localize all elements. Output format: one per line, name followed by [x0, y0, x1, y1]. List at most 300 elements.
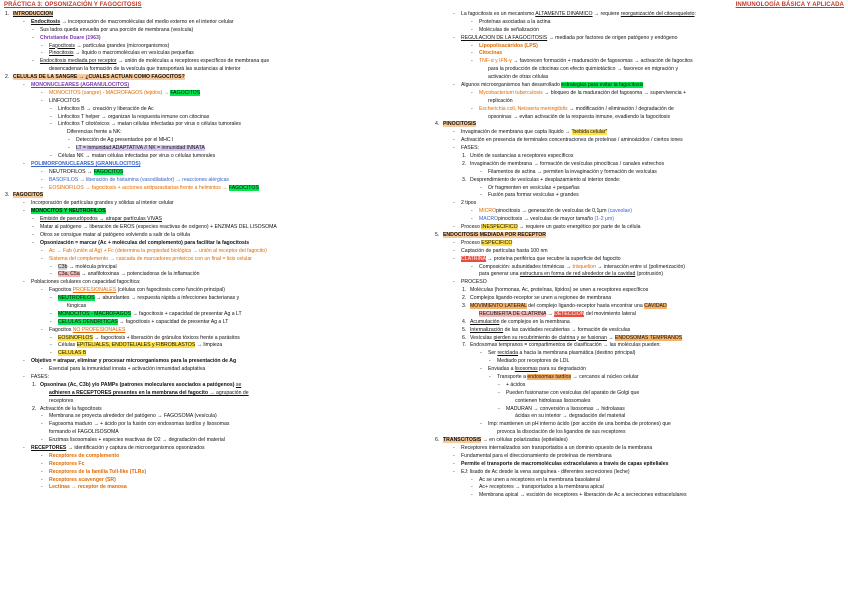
text-run: Fagocitosis — [49, 42, 75, 49]
note-line — [4, 50, 416, 58]
note-line — [434, 114, 846, 122]
note-line — [434, 390, 846, 398]
note-text — [49, 437, 225, 443]
text-run: Endosomas tempranos = compartimentos de clasificación → las moléculas pueden: — [470, 342, 661, 349]
text-run: Membrana apical → escisión de receptores + liberación de Ac a secreciones extracelulares — [479, 492, 687, 499]
note-text — [49, 413, 217, 419]
note-text — [58, 311, 242, 317]
note-line — [4, 390, 416, 398]
note-line — [434, 279, 846, 287]
bullet-marker: 1. — [462, 287, 467, 294]
text-run: Proceso — [461, 224, 482, 231]
note-text — [49, 98, 80, 104]
text-run: para su degradación — [537, 366, 587, 373]
note-line — [434, 264, 846, 272]
bullet-marker: - — [471, 208, 473, 215]
bullet-marker: - — [41, 50, 43, 57]
note-line — [434, 445, 846, 453]
left-column — [4, 11, 416, 492]
text-run: RECEPTORES — [31, 444, 67, 451]
text-run: NO PROFESIONALES — [72, 326, 126, 333]
text-run: → fagocitosis + capacidad de presentar Ag a LT — [131, 310, 242, 317]
bullet-marker: - — [471, 42, 473, 49]
note-line — [4, 477, 416, 485]
note-text — [470, 177, 620, 183]
bullet-marker: - — [23, 373, 25, 380]
text-run: Activación de la fagocitosis — [40, 405, 102, 412]
text-run: adhieren a RECEPTORES presentes en la membrana del fagocito → — [49, 389, 217, 396]
bullet-marker: - — [50, 318, 52, 325]
text-run: Acumulación — [470, 318, 500, 325]
text-run: de complejos en la membrana — [499, 318, 570, 325]
note-line — [4, 342, 416, 350]
text-run: Complejos ligando-receptor se unen a regiones de membrana — [470, 295, 612, 302]
bullet-marker: 7. — [462, 342, 467, 349]
note-line — [4, 469, 416, 477]
bullet-marker: - — [41, 247, 43, 254]
note-text — [49, 256, 252, 262]
text-run: MICRO — [479, 208, 497, 215]
text-run: replicación — [488, 97, 513, 104]
note-text — [49, 429, 119, 435]
note-text — [461, 82, 643, 88]
text-run: → identificación y captura de microorganismos opsonizados — [66, 444, 205, 451]
bullet-marker: - — [41, 460, 43, 467]
text-run: + ácidos — [506, 381, 526, 388]
note-line — [434, 295, 846, 303]
note-line — [4, 311, 416, 319]
note-line — [4, 19, 416, 27]
note-text — [49, 327, 125, 333]
note-text — [443, 232, 546, 238]
note-text — [40, 240, 249, 246]
text-run: Ac se unen a receptores en la membrana basolateral — [479, 476, 600, 483]
note-line — [434, 200, 846, 208]
text-run: para la producción de citocinas con efecto quimiotáctico → favorece en migración y — [488, 66, 679, 73]
note-text — [31, 82, 129, 88]
bullet-marker: - — [41, 452, 43, 459]
note-text — [49, 43, 169, 49]
bullet-marker: - — [480, 421, 482, 428]
note-text — [31, 374, 49, 380]
text-run: Opsonización = marcar (Ac + moléculas del complemento) para facilitar la fagocitosis — [40, 239, 250, 246]
note-text — [470, 303, 667, 309]
text-run: reciclada — [497, 350, 519, 357]
text-run: → anafilotoxinas → potenciadoras de la inflamación — [79, 271, 200, 278]
text-run: Endocitosis mediada por receptor — [40, 58, 117, 65]
text-run: → bloqueo de la maduración del fagosoma → supervivencia + — [542, 89, 687, 96]
bullet-marker: - — [23, 82, 25, 89]
text-run: TRANSCITOSIS — [443, 437, 482, 444]
bullet-marker: - — [489, 373, 491, 380]
bullet-marker: - — [480, 350, 482, 357]
note-line — [4, 358, 416, 366]
note-line — [434, 90, 846, 98]
text-run: pinocitosis → vesículas de mayor tamaño — [498, 216, 595, 223]
text-run: desencadenan la formación de la vesícula que transportará las sustancias al interior — [49, 66, 241, 73]
bullet-marker: - — [32, 231, 34, 238]
text-run: REGULACIÓN DE LA FAGOCITOSIS — [461, 34, 548, 41]
bullet-marker: - — [23, 160, 25, 167]
note-line — [4, 295, 416, 303]
text-run: Ac → Fab (unión al Ag) + Fc (determina la propiedad biológica → unión al receptor del fagocito) — [49, 247, 267, 254]
text-run: Proteínas asociadas a la actina — [479, 18, 551, 25]
note-line — [434, 453, 846, 461]
text-run: Células — [58, 342, 77, 349]
note-line — [4, 145, 416, 153]
text-run: → modificación / eliminación / degradación de — [567, 105, 674, 112]
text-run: provoca la disociación de los ligandos de sus receptores — [497, 429, 626, 436]
bullet-marker: - — [453, 255, 455, 262]
note-line — [434, 74, 846, 82]
bullet-marker: 6. — [462, 334, 467, 341]
note-text — [497, 358, 569, 364]
note-line — [4, 484, 416, 492]
text-run: se — [235, 381, 242, 388]
text-run: "bebida celular" — [571, 129, 608, 136]
text-run: CÉLULAS DENDRÍTICAS — [58, 318, 118, 325]
note-text — [506, 382, 525, 388]
text-run: Permite el transporte de macromoléculas extracelulares a través de capas epiteliales — [461, 460, 669, 467]
text-run: Diferencias frente a NK: — [67, 129, 122, 136]
text-run: Escherichia coli, Neisseria meningitidis — [479, 105, 568, 112]
text-run: EPITELIALES, ENDOTELIALES y FIBROBLASTOS — [76, 342, 196, 349]
text-run: Linfocitos T helper → organizan la respuesta inmune con citocinas — [58, 113, 210, 120]
note-line — [4, 319, 416, 327]
note-line — [4, 169, 416, 177]
bullet-marker: 2. — [462, 295, 467, 302]
text-run: Citocinas — [479, 50, 503, 57]
text-run: Internalización — [470, 326, 504, 333]
note-text — [488, 169, 657, 175]
text-run: Invaginación de membrana → formación de vesículas pinocíticas / canales estrechos — [470, 160, 665, 167]
note-line — [4, 177, 416, 185]
bullet-marker: - — [41, 287, 43, 294]
text-run: → limpieza — [195, 342, 223, 349]
bullet-marker: - — [41, 97, 43, 104]
text-run: Ser — [488, 350, 498, 357]
text-run: Receptores internalizados son transportados a un dominio opuesto de la membrana — [461, 444, 653, 451]
note-text — [479, 216, 614, 222]
note-text — [40, 58, 269, 64]
note-line — [4, 279, 416, 287]
note-line — [434, 327, 846, 335]
text-run: Fagocitos — [49, 326, 73, 333]
note-text — [461, 453, 612, 459]
text-run: Otros se consigue matar al patógeno volviendo a salir de la célula — [40, 231, 191, 238]
note-text — [31, 161, 141, 167]
note-text — [58, 319, 228, 325]
note-line — [434, 319, 846, 327]
text-run: INESPECÍFICO — [481, 224, 518, 231]
note-line — [4, 366, 416, 374]
note-text — [49, 461, 84, 467]
note-text — [488, 98, 513, 104]
note-text — [58, 264, 117, 270]
note-line — [4, 421, 416, 429]
bullet-marker: - — [50, 295, 52, 302]
note-text — [515, 398, 590, 404]
bullet-marker: 6. — [435, 437, 440, 444]
text-run: ESPECÍFICO — [481, 239, 513, 246]
note-text — [40, 224, 277, 230]
text-run: Emisión de pseudópodos → atrapar partículas — [40, 216, 148, 223]
text-run: formando el FAGOLISOSOMA — [49, 429, 119, 436]
text-run: MACRO — [479, 216, 499, 223]
text-run: Composición: subunidades triméricas → — [479, 263, 573, 270]
text-run: opsoninas → evitan activación de la respuesta inmune, evadiendo la fagocitosis — [488, 113, 671, 120]
text-run: ácidas en su interior → degradación del material — [515, 413, 626, 420]
bullet-marker: - — [23, 358, 25, 365]
note-text — [461, 35, 678, 41]
note-line — [4, 256, 416, 264]
note-line — [4, 264, 416, 272]
note-line — [434, 271, 846, 279]
note-text — [49, 90, 200, 96]
text-run: La fagocitosis es un mecanismo — [461, 11, 536, 17]
text-run: NEUTRÓFILOS — [58, 295, 95, 302]
text-run: reorganización del citoesqueleto — [620, 11, 695, 17]
note-text — [479, 264, 685, 270]
bullet-marker: 1. — [462, 153, 467, 160]
note-text — [461, 279, 487, 285]
bullet-marker: - — [41, 255, 43, 262]
bullet-marker: - — [41, 168, 43, 175]
bullet-marker: 5. — [435, 231, 440, 238]
bullet-marker: - — [50, 153, 52, 160]
note-line — [434, 208, 846, 216]
bullet-marker: 1. — [5, 11, 10, 17]
note-line — [4, 437, 416, 445]
bullet-marker: - — [480, 184, 482, 191]
text-run: Sistema del complemento → cascada de marcadores proteicos con un final = lisis celular — [49, 255, 253, 262]
bullet-marker: - — [41, 176, 43, 183]
note-line — [434, 82, 846, 90]
text-run: agrupación de — [216, 389, 249, 396]
text-run: RECUBIERTA DE CLATRINA — [479, 310, 547, 317]
note-text — [58, 106, 154, 112]
note-line — [4, 303, 416, 311]
text-run: Células NK → matan células infectadas por virus o células tumorales — [58, 153, 216, 160]
text-run: Objetivo = atrapar, eliminar y procesar microorganismos para la presentación de Ag — [31, 358, 237, 365]
bullet-marker: - — [471, 26, 473, 33]
note-line — [434, 429, 846, 437]
note-line — [4, 216, 416, 224]
text-run: Sus lados queda envuelta por una porción de membrana (vesícula) — [40, 26, 194, 33]
note-text — [49, 421, 229, 427]
text-run: lisosomas — [514, 366, 538, 373]
note-line — [4, 74, 416, 82]
text-run: → cercanos al núcleo celular — [571, 373, 639, 380]
text-run: Unión de sustancias a receptores específicos — [470, 153, 574, 160]
text-run: 2 tipos — [461, 200, 477, 207]
text-run: NEUTRÓFILOS → — [49, 168, 94, 175]
bullet-marker: - — [32, 58, 34, 65]
text-run: Fagosoma maduro → + ácido por la fusión con endosomas tardíos y lisosomas — [49, 421, 230, 428]
note-text — [40, 35, 101, 41]
bullet-marker: - — [50, 121, 52, 128]
note-line — [434, 335, 846, 343]
text-run: → partículas grandes (microorganismos) — [75, 42, 170, 49]
note-line — [434, 137, 846, 145]
text-run: PINOCITOSIS — [443, 121, 477, 128]
note-text — [49, 66, 240, 72]
bullet-marker: - — [50, 310, 52, 317]
text-run: ALTAMENTE DINÁMICO — [535, 11, 593, 17]
text-run: pinocitosis → generación de vesículas de 0,1μm — [496, 208, 608, 215]
header-left-title: PRÁCTICA 3: OPSONIZACIÓN Y FAGOCITOSIS — [4, 2, 142, 8]
note-line — [4, 114, 416, 122]
bullet-marker: 3. — [462, 176, 467, 183]
note-text — [49, 50, 194, 56]
text-run: trisquelion — [572, 263, 596, 270]
text-run: INTRODUCCIÓN — [13, 11, 53, 17]
bullet-marker: - — [32, 26, 34, 33]
note-line — [434, 398, 846, 406]
note-line — [4, 398, 416, 406]
note-text — [67, 303, 86, 309]
text-run: de las cavidades recubiertas → formación de vesículas — [503, 326, 631, 333]
note-line — [434, 256, 846, 264]
note-text — [515, 413, 625, 419]
text-run: C3b — [58, 263, 68, 270]
bullet-marker: - — [32, 224, 34, 231]
text-run: Linfocitos T citotóxicos → matan células infectadas por virus o células tumorales — [58, 121, 241, 128]
bullet-marker: - — [23, 18, 25, 25]
note-line — [434, 469, 846, 477]
note-line — [434, 248, 846, 256]
note-text — [49, 366, 205, 372]
text-run: Pueden fusionarse con vesículas del aparato de Golgi que — [506, 389, 640, 396]
note-text — [76, 145, 205, 151]
note-line — [4, 240, 416, 248]
note-line — [4, 82, 416, 90]
note-text — [479, 27, 539, 33]
text-run: (caveolae) — [607, 208, 632, 215]
note-text — [49, 177, 229, 183]
text-run: Mediado por receptores de LDL — [497, 358, 570, 365]
text-run: Detección de Ag presentados por el MHC I — [76, 137, 174, 144]
bullet-marker: 1. — [32, 381, 37, 388]
note-line — [434, 413, 846, 421]
bullet-marker: - — [453, 200, 455, 207]
text-run: Mycobacterium tuberculosis — [479, 89, 543, 96]
text-run: → — [546, 310, 555, 317]
bullet-marker: - — [453, 279, 455, 286]
text-run: Receptores scavenger (SR) — [49, 476, 116, 483]
text-run: Receptores de complemento — [49, 452, 120, 459]
text-run: Imp: mantienen un pH interno ácido (por acción de una bomba de protones) que — [488, 421, 671, 428]
note-line — [4, 382, 416, 390]
text-run: FASES: — [461, 145, 479, 152]
note-text — [40, 27, 193, 33]
bullet-marker: 2. — [5, 74, 10, 81]
right-column — [434, 11, 846, 500]
text-run: MONOCITOS (sangre) - MACRÓFAGOS (tejidos) → — [49, 89, 171, 96]
text-run: ENDOCITOSIS MEDIADA POR RECEPTOR — [443, 231, 547, 238]
text-run: CAVIDAD — [644, 302, 667, 309]
bullet-marker: - — [68, 145, 70, 152]
text-run: Or fragmenten en vesículas + pequeñas — [488, 184, 580, 191]
text-run: → proteína periférica que recubre la superficie del fagocito — [485, 255, 621, 262]
note-text — [479, 208, 632, 214]
text-run: Captación de partículas hasta 100 nm — [461, 247, 548, 254]
note-line — [4, 374, 416, 382]
bullet-marker: - — [453, 468, 455, 475]
bullet-marker: - — [41, 366, 43, 373]
bullet-marker: - — [453, 452, 455, 459]
note-text — [479, 19, 550, 25]
bullet-marker: - — [453, 460, 455, 467]
note-line — [434, 492, 846, 500]
text-run: Membrana se proyecta alrededor del patógeno → FAGOSOMA (vesícula) — [49, 413, 217, 420]
note-text — [470, 342, 661, 348]
note-text — [31, 279, 140, 285]
text-run: estructura en forma de red alrededor de la cavidad — [519, 271, 636, 278]
note-text — [479, 477, 600, 483]
text-run: Filamentos de actina → permiten la invaginación y formación de vesículas — [488, 168, 657, 175]
text-run: DETECCIÓN — [554, 310, 585, 317]
bullet-marker: 4. — [435, 121, 440, 128]
text-run: Receptores de la familia Toll-like (TLRs) — [49, 468, 147, 475]
note-line — [434, 161, 846, 169]
text-run: Invaginación de membrana que capta líquido → — [461, 129, 572, 136]
text-run: FAGOCITOS — [93, 168, 124, 175]
note-text — [479, 106, 674, 112]
note-text — [31, 208, 106, 214]
note-line — [4, 106, 416, 114]
note-text — [470, 161, 664, 167]
note-line — [434, 50, 846, 58]
note-line — [434, 43, 846, 51]
note-text — [13, 192, 43, 198]
note-line — [434, 224, 846, 232]
header-right-title: INMUNOLOGÍA BÁSICA Y APLICADA — [735, 2, 844, 8]
bullet-marker: - — [23, 200, 25, 207]
bullet-marker: - — [41, 89, 43, 96]
text-run: del complejo ligando-receptor hasta encontrar una — [526, 302, 645, 309]
note-line — [4, 208, 416, 216]
text-run: estrategias para evitar la fagocitosis — [561, 82, 644, 89]
text-run: → — [606, 334, 615, 341]
note-text — [58, 114, 209, 120]
bullet-marker: - — [68, 137, 70, 144]
bullet-marker: - — [50, 263, 52, 270]
text-run: Endocitosis — [31, 18, 61, 25]
bullet-marker: - — [41, 468, 43, 475]
text-run: receptores — [49, 397, 74, 404]
bullet-marker: - — [41, 437, 43, 444]
text-run: Enzimas lisosomales + especies reactivas de O2 → degradación del material — [49, 437, 225, 444]
bullet-marker: 4. — [462, 318, 467, 325]
bullet-marker: - — [453, 11, 455, 17]
note-line — [434, 19, 846, 27]
note-text — [488, 421, 671, 427]
text-run: → requiere un gasto energético por parte de la célula — [517, 224, 641, 231]
note-text — [479, 90, 686, 96]
text-run: CÉLULAS DE LA SANGRE → ¿CUÁLES ACTÚAN COMO FAGOCITOS? — [13, 74, 185, 81]
note-line — [434, 303, 846, 311]
bullet-marker: - — [471, 50, 473, 57]
text-run: Moléculas de señalización — [479, 26, 540, 33]
text-run: Proceso — [461, 239, 482, 246]
note-line — [4, 11, 416, 19]
note-line — [434, 461, 846, 469]
note-line — [4, 453, 416, 461]
text-run: Opsoninas (Ac, C3b) y/o PAMPs (patrones moleculares asociados a patógenos) — [40, 381, 236, 388]
bullet-marker: - — [32, 34, 34, 41]
bullet-marker: - — [50, 105, 52, 112]
